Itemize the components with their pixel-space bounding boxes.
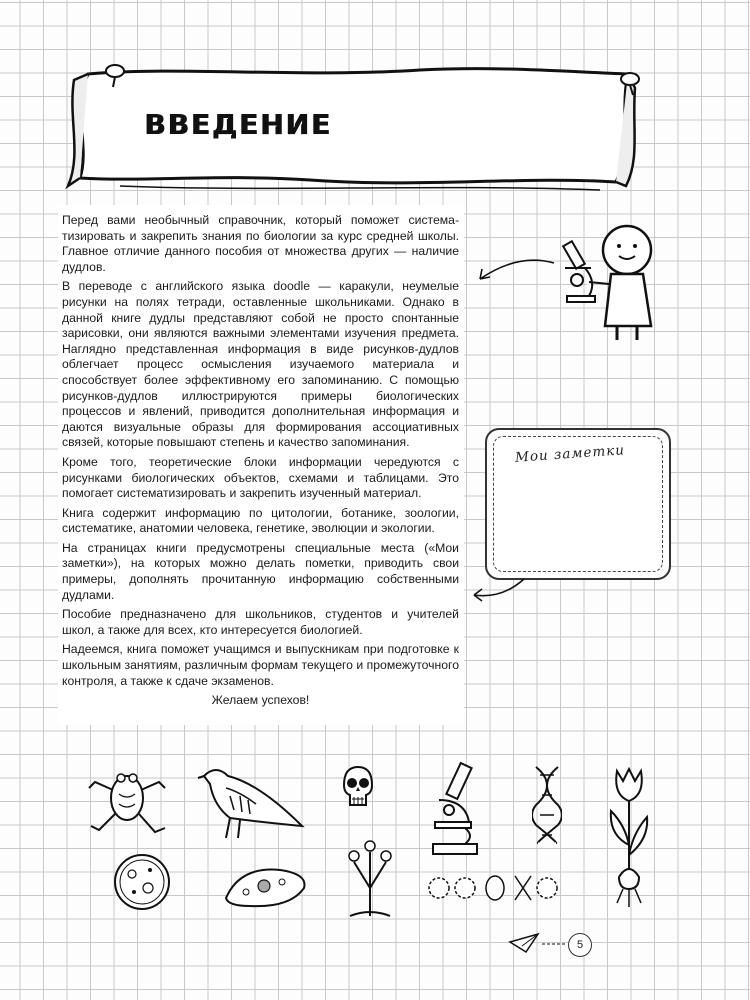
paragraph: Кроме того, теоретические блоки информации чередуются с рисунками биологических объектов, схемами и таблицами. Это помогает систематизировать и закрепить изученный материал. (62, 454, 459, 501)
closing-line: Желаем успехов! (211, 693, 310, 708)
paramecium-icon (220, 862, 310, 912)
mold-fungus-icon (330, 838, 410, 918)
pushpin-icon (100, 60, 130, 90)
pushpin-icon (615, 68, 645, 98)
arrow-icon (468, 255, 558, 285)
paragraph: Надеемся, книга поможет учащимся и выпускникам при подготовке к школьным занятиям, различным формам текущего и промежуточного контроля, а также к сдаче экзаменов. (62, 642, 459, 688)
paragraph: Перед вами необычный справочник, который поможет систематизировать и закрепить знания по биологии за курс средней школы. Главное отличие данного пособия от множества других — наличие дудлов. (62, 213, 459, 274)
dna-icon (532, 765, 562, 845)
petri-dish-icon (112, 852, 172, 912)
cell-division-icon (425, 868, 560, 908)
frog-icon (85, 760, 170, 840)
paragraph: На страницах книги предусмотрены специальные места («Мои заметки»), на которых можно делать пометки, приводить свои примеры, дополнять прочитанную информацию собственными дудлами. (62, 540, 459, 602)
paragraph: В переводе с английского языка doodle — каракули, неумелые рисунки на полях тетради, оставленные школьниками. Однако в данной книге дудлы представляют собой не просто спонтанные зарисовки, они являются важными элементами изучения предмета. Наглядно представленная информация в виде рисунков-дудлов облегчает процесс осмысления изучаемого материала и способствует более эффективному его запоминанию. С помощью рисунков-дудлов иллюстрируются примеры биологических процессов и явлений, приводится дополнительная информация и даются визуальные образы для формирования ассоциативных связей, которые повышают степень и качество запоминания. (62, 279, 459, 450)
paragraph: Пособие предназначено для школьников, студентов и учителей школ, а также для всех, кто интересуется биологией. (62, 607, 459, 637)
page-title: ВВЕДЕНИЕ (145, 108, 333, 141)
page-number: 5 (568, 933, 592, 957)
character-with-microscope-icon (545, 222, 675, 347)
microscope-icon (425, 760, 485, 860)
title-banner (60, 58, 640, 198)
intro-text (62, 213, 459, 713)
paper-plane-icon (508, 930, 568, 960)
arrow-icon (468, 575, 528, 605)
paragraph: Книга содержит информацию по цитологии, ботанике, зоологии, систематике, анатомии человека, генетике, эволюции и экологии. (62, 505, 459, 536)
notes-label: Мои заметки (514, 442, 626, 466)
tulip-icon (605, 765, 655, 915)
notes-area[interactable] (485, 428, 671, 580)
skull-icon (338, 765, 378, 811)
bird-skeleton-icon (190, 762, 305, 842)
